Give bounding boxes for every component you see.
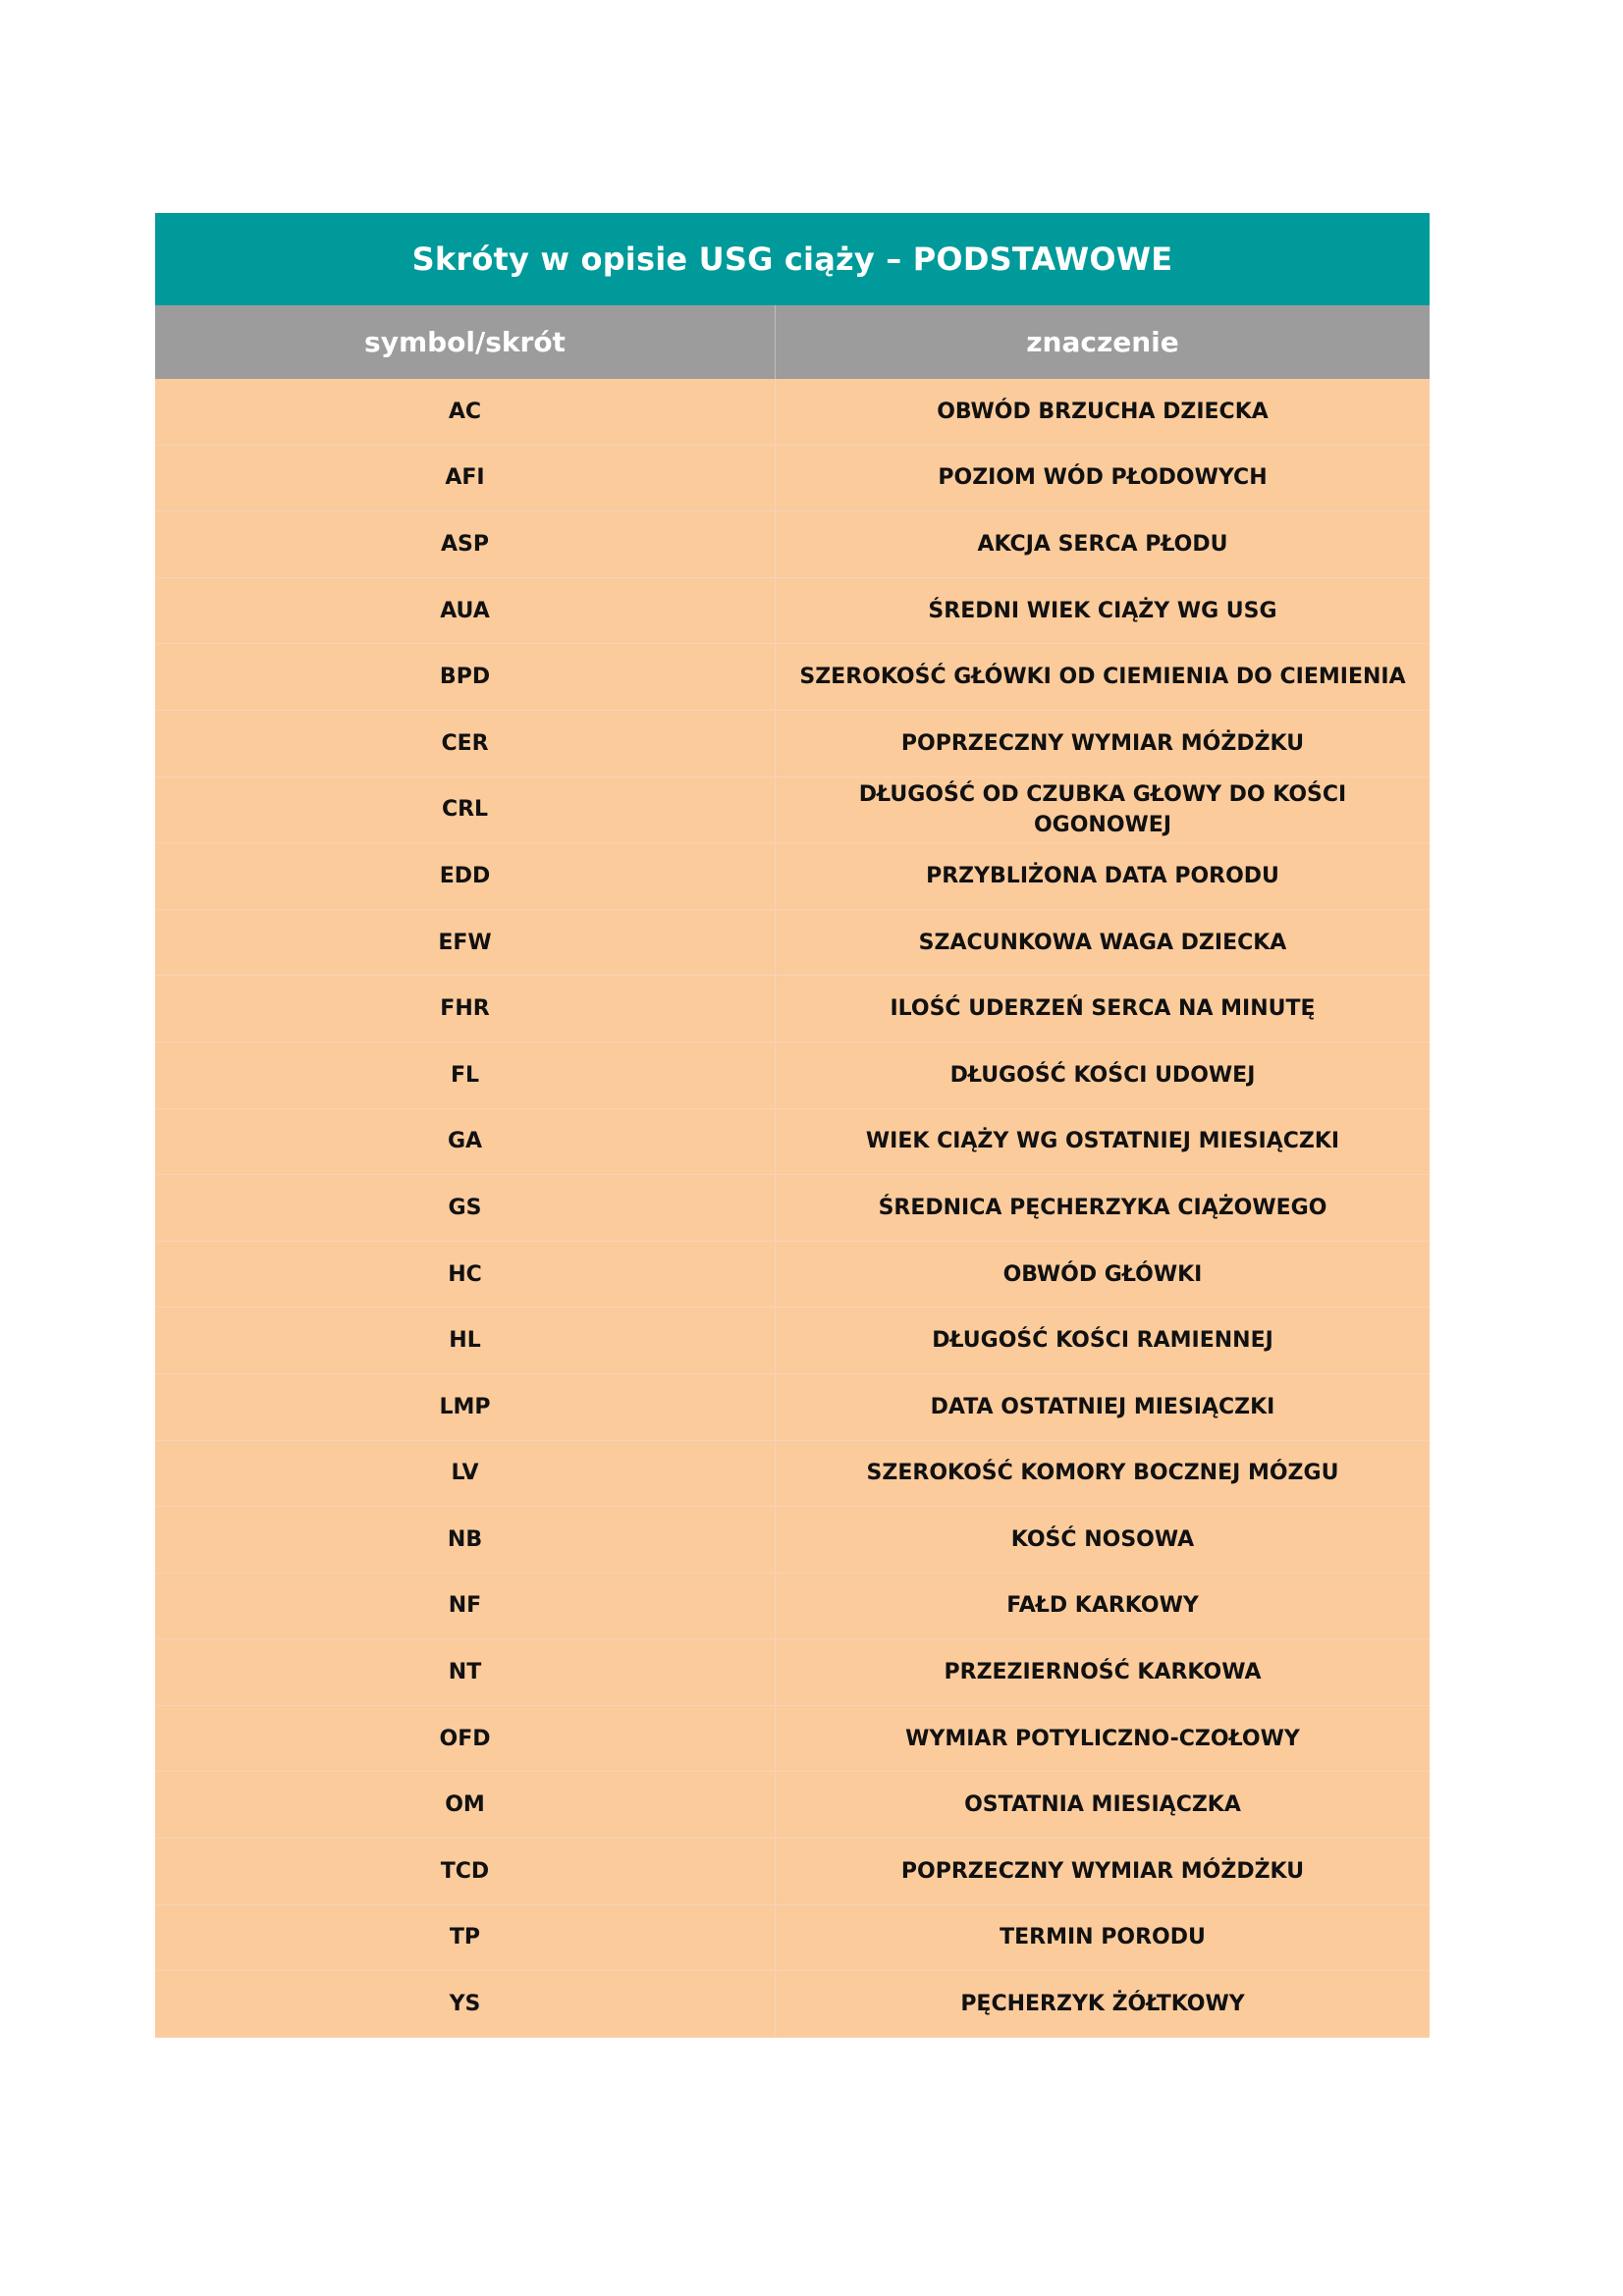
table-row: [155, 1308, 1430, 1374]
meaning-text: PRZYBLIŻONA DATA PORODU: [926, 863, 1279, 888]
meaning-cell: [776, 1441, 1430, 1507]
table-row: [155, 1639, 1430, 1706]
header-meaning: znaczenie: [1026, 326, 1179, 358]
meaning-cell: [776, 1639, 1430, 1705]
symbol-cell: HC: [155, 1242, 776, 1308]
meaning-cell: [776, 1374, 1430, 1440]
table-row: [155, 1839, 1430, 1905]
meaning-cell: [776, 1109, 1430, 1175]
table-row: [155, 1374, 1430, 1441]
symbol-cell: FHR: [155, 976, 776, 1041]
meaning-cell: [776, 511, 1430, 577]
table-row: [155, 976, 1430, 1042]
symbol-cell: FL: [155, 1042, 776, 1108]
symbol-cell: GS: [155, 1175, 776, 1241]
meaning-text: KOŚĆ NOSOWA: [1010, 1526, 1195, 1552]
table-row: [155, 1507, 1430, 1574]
symbol-cell: NT: [155, 1639, 776, 1705]
header-symbol: symbol/skrót: [155, 305, 776, 379]
table-row: [155, 843, 1430, 910]
meaning-cell: [776, 379, 1430, 445]
table-title: Skróty w opisie USG ciąży – PODSTAWOWE: [155, 213, 1430, 305]
table-row: [155, 1905, 1430, 1972]
table-row: [155, 1242, 1430, 1308]
meaning-text: SZEROKOŚĆ KOMORY BOCZNEJ MÓZGU: [866, 1461, 1339, 1486]
symbol-cell: CRL: [155, 777, 776, 843]
meaning-text: ŚREDNICA PĘCHERZYKA CIĄŻOWEGO: [878, 1195, 1327, 1220]
meaning-cell: [776, 1839, 1430, 1904]
table-row: [155, 578, 1430, 645]
meaning-text: POZIOM WÓD PŁODOWYCH: [938, 465, 1268, 491]
meaning-text: DŁUGOŚĆ OD CZUBKA GŁOWY DO KOŚCI OGONOWEJ: [858, 781, 1347, 837]
meaning-cell: [776, 578, 1430, 644]
meaning-text: WIEK CIĄŻY WG OSTATNIEJ MIESIĄCZKI: [865, 1129, 1340, 1154]
meaning-cell: [776, 1706, 1430, 1772]
table-body: [155, 379, 1430, 2038]
meaning-text: SZEROKOŚĆ GŁÓWKI OD CIEMIENIA DO CIEMIENIA: [799, 665, 1406, 690]
table-row: [155, 1175, 1430, 1242]
table-row: [155, 711, 1430, 777]
symbol-cell: LMP: [155, 1374, 776, 1440]
meaning-cell: [776, 1971, 1430, 2037]
symbol-cell: HL: [155, 1308, 776, 1373]
meaning-cell: [776, 1308, 1430, 1373]
symbol-cell: EDD: [155, 843, 776, 909]
meaning-text: ŚREDNI WIEK CIĄŻY WG USG: [928, 598, 1277, 623]
meaning-text: PĘCHERZYK ŻÓŁTKOWY: [960, 1992, 1245, 2017]
meaning-text: DŁUGOŚĆ KOŚCI RAMIENNEJ: [932, 1328, 1273, 1354]
symbol-cell: OFD: [155, 1706, 776, 1772]
meaning-text: DATA OSTATNIEJ MIESIĄCZKI: [930, 1394, 1275, 1419]
meaning-cell: [776, 843, 1430, 909]
table-row: [155, 1706, 1430, 1773]
meaning-cell: [776, 1574, 1430, 1639]
meaning-cell: [776, 711, 1430, 776]
meaning-text: PRZEZIERNOŚĆ KARKOWA: [944, 1660, 1262, 1685]
meaning-text: ILOŚĆ UDERZEŃ SERCA NA MINUTĘ: [890, 996, 1316, 1022]
meaning-cell: [776, 1905, 1430, 1971]
table-row: [155, 644, 1430, 711]
symbol-cell: TP: [155, 1905, 776, 1971]
table-row: [155, 777, 1430, 844]
symbol-cell: AFI: [155, 446, 776, 511]
table-row: [155, 446, 1430, 512]
symbol-cell: LV: [155, 1441, 776, 1507]
meaning-text: DŁUGOŚĆ KOŚCI UDOWEJ: [949, 1062, 1256, 1088]
meaning-cell: [776, 1242, 1430, 1308]
symbol-cell: AC: [155, 379, 776, 445]
meaning-text: POPRZECZNY WYMIAR MÓŻDŻKU: [900, 1858, 1305, 1884]
symbol-cell: OM: [155, 1772, 776, 1838]
meaning-text: WYMIAR POTYLICZNO-CZOŁOWY: [905, 1726, 1300, 1751]
symbol-cell: EFW: [155, 910, 776, 976]
symbol-cell: GA: [155, 1109, 776, 1175]
meaning-text: POPRZECZNY WYMIAR MÓŻDŻKU: [900, 730, 1305, 756]
meaning-cell: [776, 976, 1430, 1041]
symbol-cell: TCD: [155, 1839, 776, 1904]
table-row: [155, 910, 1430, 977]
meaning-cell: [776, 910, 1430, 976]
meaning-cell: [776, 446, 1430, 511]
table-row: [155, 379, 1430, 446]
meaning-text: FAŁD KARKOWY: [1006, 1593, 1199, 1619]
symbol-cell: YS: [155, 1971, 776, 2037]
table-row: [155, 1772, 1430, 1839]
meaning-text: OBWÓD BRZUCHA DZIECKA: [937, 399, 1269, 424]
abbreviations-table: [155, 213, 1430, 2038]
table-header-row: [155, 305, 1430, 379]
meaning-cell: [776, 1042, 1430, 1108]
meaning-cell: [776, 1507, 1430, 1573]
meaning-cell: [776, 1772, 1430, 1838]
symbol-cell: ASP: [155, 511, 776, 577]
table-row: [155, 511, 1430, 578]
table-row: [155, 1109, 1430, 1176]
table-row: [155, 1042, 1430, 1109]
meaning-text: OBWÓD GŁÓWKI: [1002, 1261, 1203, 1287]
symbol-cell: CER: [155, 711, 776, 776]
table-row: [155, 1574, 1430, 1640]
symbol-cell: NB: [155, 1507, 776, 1573]
meaning-cell: [776, 777, 1430, 843]
meaning-text: AKCJA SERCA PŁODU: [977, 531, 1228, 557]
symbol-cell: NF: [155, 1574, 776, 1639]
table-row: [155, 1441, 1430, 1508]
meaning-cell: [776, 1175, 1430, 1241]
meaning-text: OSTATNIA MIESIĄCZKA: [964, 1792, 1241, 1818]
meaning-cell: [776, 644, 1430, 710]
meaning-text: SZACUNKOWA WAGA DZIECKA: [918, 930, 1287, 955]
symbol-cell: BPD: [155, 644, 776, 710]
symbol-cell: AUA: [155, 578, 776, 644]
table-row: [155, 1971, 1430, 2038]
meaning-text: TERMIN PORODU: [1000, 1925, 1206, 1950]
